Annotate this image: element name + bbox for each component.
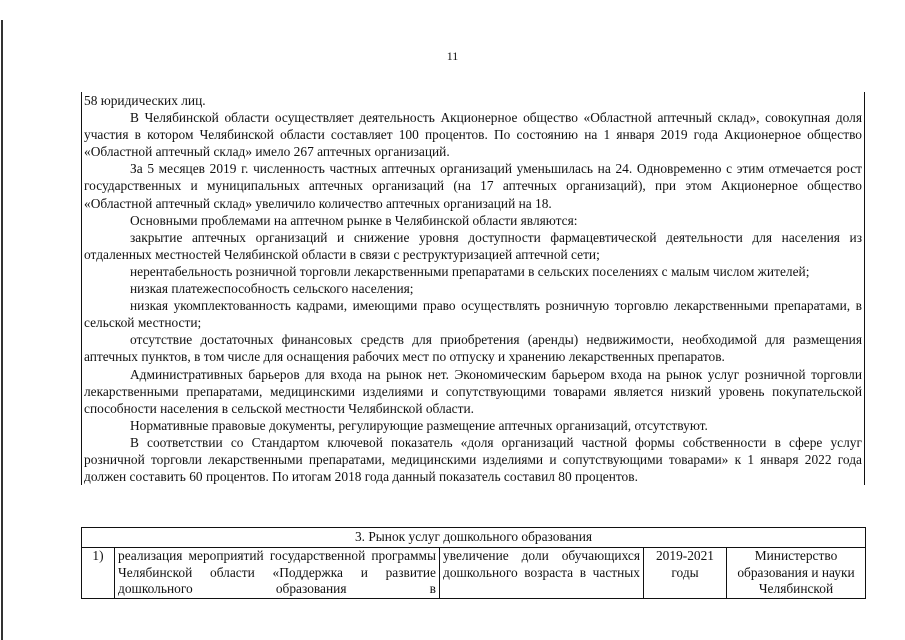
- period-cell: 2019-2021 годы: [644, 547, 727, 598]
- paragraph: В соответствии со Стандартом ключевой показатель «доля организаций частной формы собственности в сфере услуг розничной торговли лекарственными препаратами, медицинскими изделиями и сопутствующими товарами» к 1 января 2022 года должен составить 60 процентов. По итогам 2018 года данный показатель составил 80 процентов.: [84, 434, 862, 485]
- page-number: 11: [446, 49, 459, 63]
- section-title: 3. Рынок услуг дошкольного образования: [82, 528, 866, 548]
- paragraph: отсутствие достаточных финансовых средств для приобретения (аренды) недвижимости, необходимой для размещения аптечных пунктов, в том числе для оснащения рабочих мест по отпуску и хранению лекарственных препаратов.: [84, 332, 862, 365]
- table-row: [82, 547, 866, 598]
- executor-cell: Министерство образования и науки Челябинской: [727, 547, 866, 598]
- paragraph: Административных барьеров для входа на рынок нет. Экономическим барьером входа на рынок услуг розничной торговли лекарственными препаратами, медицинскими изделиями и сопутствующими товарами является низкий уровень покупательской способности населения в сельской местности Челябинской области.: [84, 366, 862, 416]
- paragraph: 58 юридических лиц.: [84, 93, 206, 108]
- paragraph: закрытие аптечных организаций и снижение уровня доступности фармацевтической деятельности для населения из отдаленных местностей Челябинской области в связи с реструктуризацией аптечной сети;: [84, 229, 862, 262]
- table-section-row: [82, 528, 866, 548]
- paragraph: низкая укомплектованность кадрами, имеющими право осуществлять розничную торговлю лекарственными препаратами, в сельской местности;: [84, 298, 862, 331]
- paragraph: Основными проблемами на аптечном рынке в Челябинской области являются:: [130, 212, 578, 228]
- paragraph: За 5 месяцев 2019 г. численность частных аптечных организаций уменьшилась на 24. Одновременно с этим отмечается рост государственных и муниципальных аптечных организаций (на 17 аптечных организаций), при этом Акционерное общество «Областной аптечный склад» увеличило количество аптечных организаций на 18.: [84, 161, 862, 211]
- paragraph: Нормативные правовые документы, регулирующие размещение аптечных организаций, отсутствуют.: [130, 417, 708, 433]
- row-number: 1): [82, 547, 115, 598]
- paragraph: низкая платежеспособность сельского населения;: [130, 281, 414, 297]
- result-cell: увеличение доли обучающихся дошкольного возраста в частных: [440, 547, 644, 598]
- measures-table: [81, 527, 866, 599]
- measure-cell: реализация мероприятий государственной программы Челябинской области «Поддержка и развитие дошкольного образования в: [115, 547, 440, 598]
- page-edge-line: [1, 20, 3, 640]
- paragraph: нерентабельность розничной торговли лекарственными препаратами в сельских поселениях с малым числом жителей;: [130, 263, 810, 279]
- paragraph: В Челябинской области осуществляет деятельность Акционерное общество «Областной аптечный склад», совокупная доля участия в котором Челябинской области составляет 100 процентов. По состоянию на 1 января 2019 года Акционерное общество «Областной аптечный склад» имело 267 аптечных организаций.: [84, 110, 862, 160]
- document-body: [81, 92, 865, 485]
